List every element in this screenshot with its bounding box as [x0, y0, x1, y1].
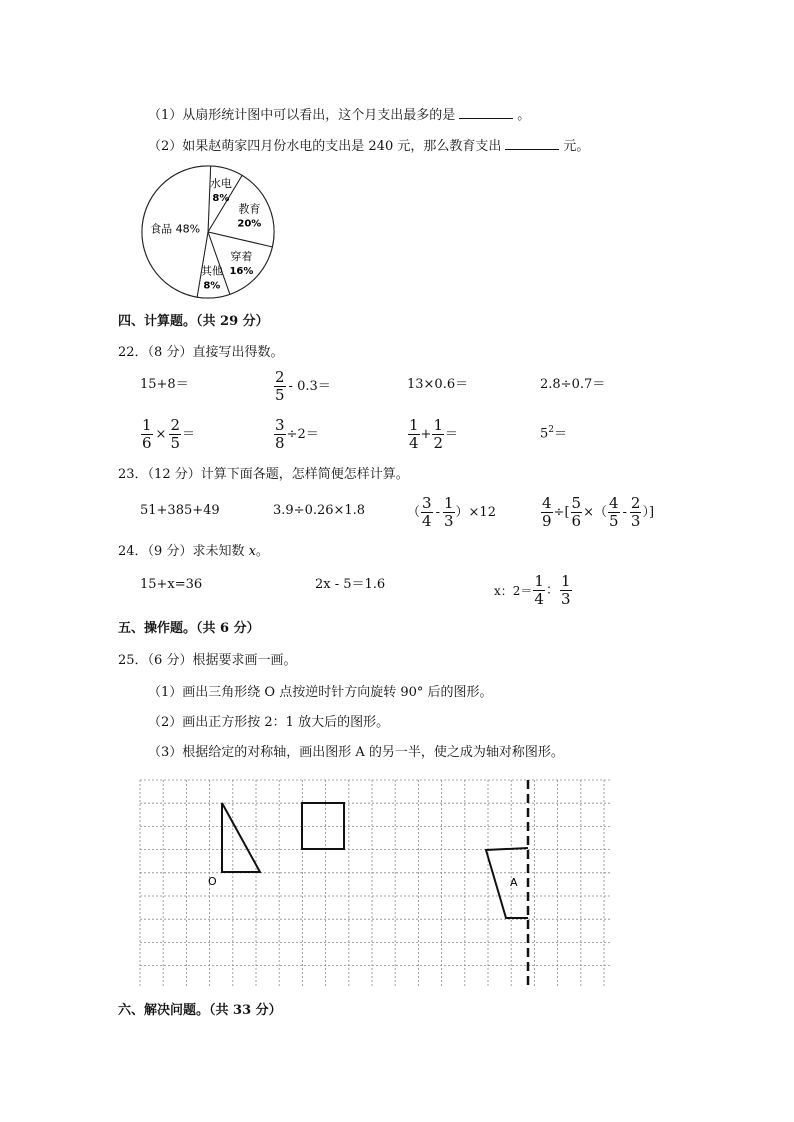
pie-label-name: 教育	[238, 202, 261, 216]
pie-question-2: （2）如果赵萌家四月份水电的支出是 240 元，那么教育支出 元。	[148, 139, 590, 154]
section-title-6: 六、解决问题。（共 33 分）	[118, 1003, 282, 1018]
pie-label-value: 8%	[212, 193, 230, 205]
q22-title: 22．（8 分）直接写出得数。	[118, 345, 284, 360]
q24-title: 24．（9 分）求未知数 x。	[118, 544, 269, 559]
answer-blank-1[interactable]	[459, 106, 513, 119]
q22-r2-b: $\frac{3}{8}$ ÷2＝	[275, 416, 319, 452]
q22-r2-c: $\frac{1}{4}$ + $\frac{1}{2}$ ＝	[409, 416, 459, 452]
q23-e2: 3.9÷0.26×1.8	[273, 503, 366, 518]
q23-e3: （ $\frac{3}{4}$ - $\frac{1}{3}$ ） ×12	[407, 494, 496, 530]
q23-title: 23．（12 分）计算下面各题，怎样简便怎样计算。	[118, 467, 409, 482]
pie-label-name: 其他	[200, 264, 223, 278]
q25-step-2: （2）画出正方形按 2：1 放大后的图形。	[148, 715, 390, 730]
q22-r1-d: 2.8÷0.7＝	[540, 377, 606, 392]
q25-step-3: （3）根据给定的对称轴，画出图形 A 的另一半，使之成为轴对称图形。	[148, 745, 564, 760]
label-a: A	[510, 876, 518, 889]
section-title-4: 四、计算题。（共 29 分）	[118, 314, 269, 329]
q22-r1-b: $\frac{2}{5}$ - 0.3＝	[275, 368, 331, 404]
pie-label-value: 20%	[237, 218, 262, 230]
q24-e2: 2x - 5＝1.6	[315, 577, 386, 592]
pie-question-1: （1）从扇形统计图中可以看出，这个月支出最多的是 。	[148, 108, 531, 123]
q22-r1-c: 13×0.6＝	[407, 377, 469, 392]
q22-r1-a: 15+8＝	[140, 377, 189, 392]
pie-chart	[138, 162, 278, 302]
pie-label-name: 穿着	[230, 249, 253, 263]
pie-label-name: 水电	[209, 177, 232, 191]
pie-label-value: 16%	[229, 265, 254, 277]
shape-a-half	[486, 848, 528, 918]
q25-step-1: （1）画出三角形绕 O 点按逆时针方向旋转 90° 后的图形。	[148, 685, 493, 700]
label-o: O	[208, 875, 217, 888]
triangle-shape	[222, 803, 260, 872]
q22-r2-a: $\frac{1}{6}$ × $\frac{2}{5}$ ＝	[142, 416, 196, 452]
q25-title: 25．（6 分）根据要求画一画。	[118, 653, 297, 668]
q23-e4: $\frac{4}{9}$ ÷[ $\frac{5}{6}$ ×（ $\frac{4}{5}$ - $\frac{2}{3}$ ）]	[542, 494, 655, 530]
q24-e1: 15+x=36	[140, 577, 203, 592]
q24-e3: x：2＝ $\frac{1}{4}$ ： $\frac{1}{3}$	[494, 572, 571, 608]
pie-label: 食品 48%	[150, 222, 201, 236]
drawing-grid[interactable]	[138, 778, 618, 990]
section-title-5: 五、操作题。（共 6 分）	[118, 621, 260, 636]
q22-r2-d: $5^2=$	[540, 425, 568, 442]
pie-label-value: 8%	[203, 280, 221, 292]
answer-blank-2[interactable]	[505, 137, 559, 150]
q23-e1: 51+385+49	[140, 503, 220, 518]
